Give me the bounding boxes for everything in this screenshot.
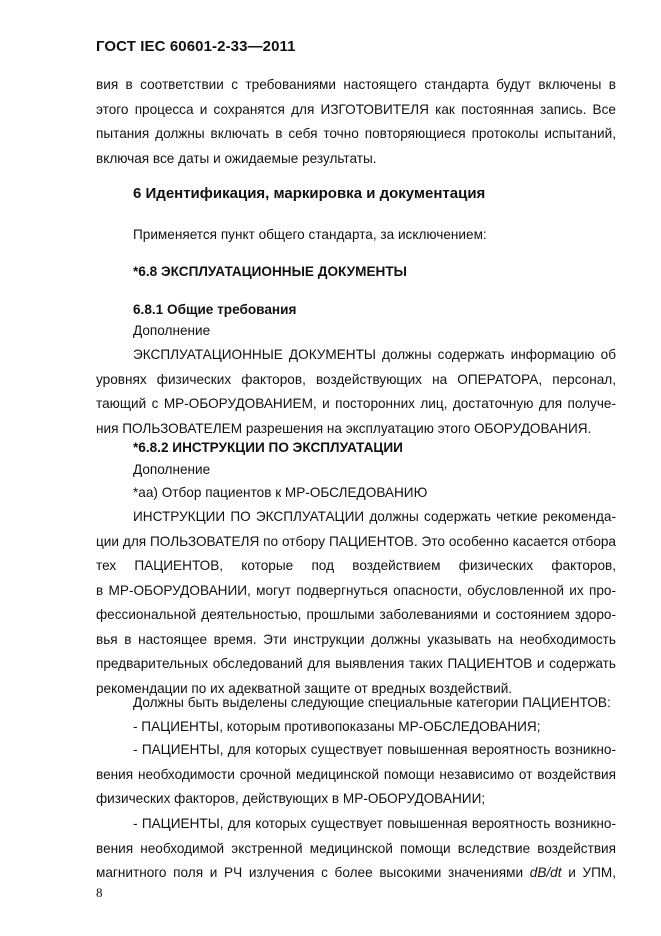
text-line: ЭКСПЛУАТАЦИОННЫЕ ДОКУМЕНТЫ должны содержать информацию об [133, 347, 616, 362]
text-line: включая все даты и ожидаемые результаты. [96, 150, 377, 166]
item-aa: *аа) Отбор пациентов к МР-ОБСЛЕДОВАНИЮ [133, 485, 428, 500]
text-line: тех ПАЦИЕНТОВ, которые под воздействием физических факторов, [96, 558, 616, 573]
text-line: ции для ПОЛЬЗОВАТЕЛЯ по отбору ПАЦИЕНТОВ. Это особенно касается отбора [96, 533, 616, 549]
text-line [96, 861, 616, 886]
category-1: - ПАЦИЕНТЫ, которым противопоказаны МР-ОБСЛЕДОВАНИЯ; [133, 719, 541, 734]
intro-paragraph [96, 73, 616, 171]
section-6-applies: Применяется пункт общего стандарта, за исключением: [133, 227, 487, 242]
page-number: 8 [96, 885, 103, 900]
text-line: ния ПОЛЬЗОВАТЕЛЕМ разрешения на эксплуатацию этого ОБОРУДОВАНИЯ. [96, 420, 592, 436]
text-line: этого процесса и сохранятся для ИЗГОТОВИТЕЛЯ как постоянная запись. Все [96, 101, 616, 117]
text-line: физических факторов, действующих в МР-ОБОРУДОВАНИИ; [96, 791, 486, 806]
text-line: - ПАЦИЕНТЫ, для которых существует повышенная вероятность возникно- [133, 816, 616, 831]
text-line: ИНСТРУКЦИИ ПО ЭКСПЛУАТАЦИИ должны содержать четкие рекоменда- [133, 509, 616, 524]
text-line: вения необходимой экстренной медицинской помощи вследствие воздействия [96, 840, 616, 856]
text-fragment: и УПМ, [568, 865, 616, 880]
text-line: фессиональной деятельностью, прошлыми заболеваниями и состоянием здоро- [96, 607, 616, 622]
text-line: тающий с МР-ОБОРУДОВАНИЕМ, и посторонних лиц, достаточную для получе- [96, 396, 616, 411]
section-6-8-1-paragraph [96, 343, 616, 441]
section-6-title: 6 Идентификация, маркировка и документация [133, 185, 486, 202]
formula-dbdt: dB/dt [529, 865, 562, 880]
category-3 [96, 812, 616, 886]
section-6-8-title: *6.8 ЭКСПЛУАТАЦИОННЫЕ ДОКУМЕНТЫ [133, 264, 407, 279]
document-header: ГОСТ IEC 60601-2-33—2011 [96, 38, 296, 55]
text-line: - ПАЦИЕНТЫ, для которых существует повышенная вероятность возникно- [133, 742, 616, 757]
text-line: вения необходимости срочной медицинской помощи независимо от воздействия [96, 766, 616, 782]
categories-intro: Должны быть выделены следующие специальные категории ПАЦИЕНТОВ: [133, 695, 611, 710]
text-line: вья в настоящее время. Эти инструкции должны указывать на необходимость [96, 631, 616, 647]
category-2 [96, 738, 616, 812]
section-6-8-1-title: 6.8.1 Общие требования [133, 302, 297, 317]
text-line: рекомендации по их адекватной защите от вредных воздействий. [96, 680, 513, 696]
text-line: пытания должны включать в себя точно повторяющиеся протоколы испытаний, [96, 126, 616, 141]
text-line: предварительных обследований для выявления таких ПАЦИЕНТОВ и содержать [96, 656, 616, 671]
text-fragment: магнитного поля и РЧ излучения с более высокими значениями [96, 865, 524, 880]
section-6-8-1-addition: Дополнение [133, 323, 211, 338]
text-line: уровнях физических факторов, воздействующих на ОПЕРАТОРА, персонал, [96, 371, 616, 387]
section-6-8-2-paragraph [96, 505, 616, 701]
section-6-8-2-title: *6.8.2 ИНСТРУКЦИИ ПО ЭКСПЛУАТАЦИИ [133, 440, 403, 455]
text-line: в МР-ОБОРУДОВАНИИ, могут подвергнуться опасности, обусловленной их про- [96, 582, 616, 598]
section-6-8-2-addition: Дополнение [133, 462, 211, 477]
text-line: вия в соответствии с требованиями настоящего стандарта будут включены в [96, 77, 616, 92]
